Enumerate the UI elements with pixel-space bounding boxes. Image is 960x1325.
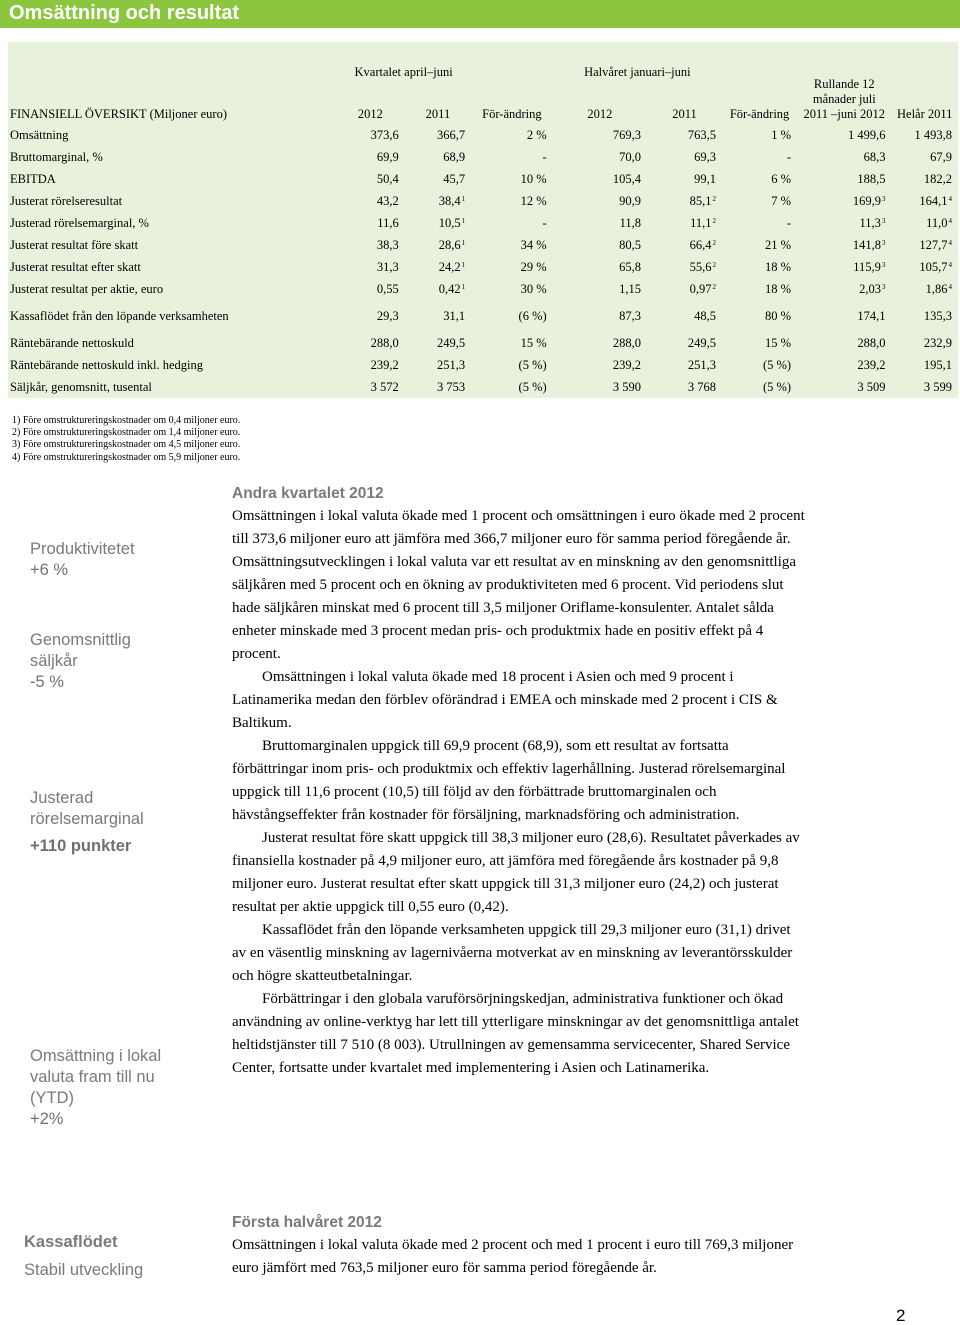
table-row <box>8 256 958 278</box>
table-cell <box>891 300 958 332</box>
cell-value: 11,3 <box>859 216 881 230</box>
cell-value: 11,0 <box>926 216 948 230</box>
table-cell <box>336 190 405 212</box>
cell-value: 0,97 <box>689 282 712 296</box>
table-row <box>8 376 958 398</box>
sales-value: +2% <box>30 1110 64 1128</box>
table-cell <box>722 168 797 190</box>
footnote-ref: 2 <box>712 195 717 203</box>
table-cell <box>405 146 471 168</box>
table-cell <box>891 168 958 190</box>
cell-value: 188,5 <box>857 172 886 186</box>
table-cell <box>722 234 797 256</box>
cell-value: 195,1 <box>923 358 952 372</box>
table-cell <box>553 124 647 146</box>
table-cell <box>405 376 471 398</box>
sidebar-cashflow-value: Stabil utveckling <box>24 1261 144 1279</box>
cell-value: 1,15 <box>619 282 641 296</box>
margin-value: +110 punkter <box>30 837 132 855</box>
table-cell <box>471 168 552 190</box>
cell-value: 141,8 <box>852 238 881 252</box>
q2-section <box>232 483 806 1080</box>
cell-value: 34 % <box>520 238 547 252</box>
cell-value: 249,5 <box>437 336 466 350</box>
cell-value: 1 493,8 <box>914 128 952 142</box>
table-cell <box>722 190 797 212</box>
cell-value: 135,3 <box>923 309 952 323</box>
table-cell <box>797 278 891 300</box>
cell-value: 288,0 <box>612 336 641 350</box>
footnote-ref: 4 <box>948 283 952 291</box>
header-quarter: Kvartalet april–juni <box>354 65 453 79</box>
cell-value: 3 599 <box>923 380 952 394</box>
footnote-ref: 3 <box>881 283 886 291</box>
h1-paragraph: Omsättningen i lokal valuta ökade med 2 procent och med 1 procent i euro till 769,3 miljoner euro jämfört med 763,5 miljoner euro för samma period föregående år. <box>232 1237 794 1276</box>
table-cell <box>471 124 552 146</box>
cell-value: 763,5 <box>687 128 717 142</box>
table-cell <box>405 256 471 278</box>
cell-value: - <box>786 216 792 230</box>
page-number: 2 <box>896 1306 906 1325</box>
header-halfyear-change: För-ändring <box>729 107 790 121</box>
table-cell <box>553 376 647 398</box>
table-cell <box>405 234 471 256</box>
table-cell <box>722 212 797 234</box>
footnote-ref: 4 <box>948 261 952 269</box>
table-cell <box>471 256 552 278</box>
cell-value: 3 509 <box>857 380 886 394</box>
row-label: Kassaflödet från den löpande verksamheten <box>10 309 229 323</box>
row-label: Justerat resultat per aktie, euro <box>10 282 164 296</box>
table-cell <box>336 300 405 332</box>
table-cell <box>647 234 722 256</box>
table-cell <box>553 300 647 332</box>
cell-value: 182,2 <box>923 172 952 186</box>
table-cell <box>553 146 647 168</box>
footnote: 1) Före omstruktureringskostnader om 0,4 miljoner euro. <box>12 415 241 426</box>
header-q-2011: 2011 <box>425 107 451 121</box>
cell-value: 67,9 <box>930 150 952 164</box>
footnote: 2) Före omstruktureringskostnader om 1,4 miljoner euro. <box>12 427 241 439</box>
cell-value: 18 % <box>765 260 792 274</box>
cell-value: 43,2 <box>376 194 399 208</box>
table-cell <box>471 376 552 398</box>
table-cell <box>722 256 797 278</box>
cell-value: 3 572 <box>370 380 399 394</box>
cell-value: 24,2 <box>438 260 461 274</box>
cell-value: 15 % <box>520 336 547 350</box>
cell-value: 239,2 <box>370 358 399 372</box>
h1-section <box>232 1212 806 1280</box>
q2-paragraph: Omsättningen i lokal valuta ökade med 18 procent i Asien och med 9 procent i Latinamerika medan den förblev oförändrad i EMEA och minskade med 2 procent i CIS & Baltikum. <box>232 669 778 731</box>
row-label: Räntebärande nettoskuld inkl. hedging <box>10 358 204 372</box>
table-cell <box>471 278 552 300</box>
table-cell <box>336 234 405 256</box>
table-cell <box>797 376 891 398</box>
table-cell <box>797 212 891 234</box>
table-cell <box>553 256 647 278</box>
cell-value: 11,6 <box>377 216 399 230</box>
table-cell <box>553 332 647 354</box>
table-cell <box>647 146 722 168</box>
cell-value: 12 % <box>520 194 547 208</box>
q2-paragraph: Omsättningen i lokal valuta ökade med 1 procent och omsättningen i euro ökade med 2 procent till 373,6 miljoner euro att jämföra med 366,7 miljoner euro för samma period föregående år. Omsättningsutvecklingen i lokal valuta var ett resultat av en minskning av den genomsnittliga säljkåren med 5 procent och en ökning av produktiviteten med 6 procent. Vid periodens slut hade säljkåren minskat med 6 procent till 3,5 miljoner Oriflame-konsulenter. Antalet sålda enheter minskade med 3 procent medan pris- och produktmix hade en positiv effekt på 4 procent. <box>232 508 805 662</box>
footnote-ref: 2 <box>712 261 717 269</box>
table-cell <box>405 354 471 376</box>
cell-value: 249,5 <box>687 336 717 350</box>
table-row <box>8 146 958 168</box>
table-cell <box>891 146 958 168</box>
table-cell <box>722 376 797 398</box>
footnote-ref: 3 <box>881 261 886 269</box>
cell-value: 239,2 <box>612 358 641 372</box>
cell-value: 10 % <box>520 172 547 186</box>
table-cell <box>797 234 891 256</box>
footnote-ref: 3 <box>881 217 886 225</box>
row-label: EBITDA <box>10 172 56 186</box>
salesforce-label: Genomsnittlig säljkår <box>30 631 131 670</box>
footnote-ref: 2 <box>712 283 717 291</box>
footnote-ref: 1 <box>461 239 466 247</box>
table-row <box>8 168 958 190</box>
cell-value: 127,7 <box>919 238 948 252</box>
cell-value: 38,3 <box>376 238 399 252</box>
table-cell <box>405 212 471 234</box>
cell-value: 80 % <box>765 309 792 323</box>
table-cell <box>797 300 891 332</box>
header-quarter-change: För-ändring <box>482 107 542 121</box>
footnote-ref: 1 <box>461 261 466 269</box>
table-cell <box>647 212 722 234</box>
table-cell <box>405 124 471 146</box>
table-cell <box>553 278 647 300</box>
row-label: Justerat resultat före skatt <box>10 238 139 252</box>
cell-value: 1 499,6 <box>847 128 886 142</box>
table-cell <box>722 354 797 376</box>
cell-value: 38,4 <box>438 194 461 208</box>
table-cell <box>647 168 722 190</box>
table-cell <box>336 278 405 300</box>
table-cell <box>797 190 891 212</box>
table-cell <box>336 168 405 190</box>
cell-value: 0,55 <box>376 282 399 296</box>
footnote-ref: 2 <box>712 217 717 225</box>
table-cell <box>722 278 797 300</box>
cell-value: (5 %) <box>762 380 792 394</box>
footnote-ref: 4 <box>948 195 952 203</box>
cell-value: 85,1 <box>689 194 712 208</box>
cell-value: 68,9 <box>443 150 466 164</box>
table-cell <box>405 332 471 354</box>
table-cell <box>891 124 958 146</box>
table-cell <box>336 376 405 398</box>
row-label: Bruttomarginal, % <box>10 150 103 164</box>
cell-value: 68,3 <box>863 150 886 164</box>
cell-value: 239,2 <box>857 358 886 372</box>
table-cell <box>553 234 647 256</box>
cell-value: 50,4 <box>376 172 399 186</box>
productivity-value: +6 % <box>30 561 69 579</box>
table-cell <box>797 256 891 278</box>
table-cell <box>336 354 405 376</box>
table-cell <box>891 190 958 212</box>
table-cell <box>405 168 471 190</box>
table-cell <box>647 124 722 146</box>
table-cell <box>336 124 405 146</box>
footnotes <box>12 415 240 464</box>
cell-value: 0,42 <box>438 282 461 296</box>
table-row <box>8 190 958 212</box>
header-q-2012: 2012 <box>357 107 383 121</box>
table-cell <box>405 278 471 300</box>
footnote-ref: 4 <box>948 239 952 247</box>
cell-value: 174,1 <box>857 309 886 323</box>
table-cell <box>553 190 647 212</box>
q2-paragraph: Kassaflödet från den löpande verksamheten uppgick till 29,3 miljoner euro (31,1) drivet av en väsentlig minskning av lagernivåerna motverkat av en minskning av leverantörsskulder och högre skatteutbetalningar. <box>232 922 793 984</box>
footnote-ref: 1 <box>461 217 466 225</box>
cell-value: - <box>786 150 792 164</box>
cell-value: 30 % <box>520 282 547 296</box>
row-label: Säljkår, genomsnitt, tusental <box>10 380 152 394</box>
cell-value: 288,0 <box>370 336 399 350</box>
cell-value: 251,3 <box>687 358 717 372</box>
cell-value: 28,6 <box>438 238 461 252</box>
row-label: Justerad rörelsemarginal, % <box>10 216 149 230</box>
cell-value: 251,3 <box>437 358 466 372</box>
table-cell <box>797 124 891 146</box>
q2-paragraph: Förbättringar i den globala varuförsörjningskedjan, administrativa funktioner och ökad användning av online-verktyg har lett till ytterligare minskningar av det genomsnittliga antalet heltidstjänster till 7 510 (8 003). Utrullningen av gemensamma servicecenter, Shared Service Center, fortsatte under kvartalet med implementering i Asien och Latinamerika. <box>232 991 799 1076</box>
financial-overview-table <box>8 42 958 398</box>
cell-value: 169,9 <box>852 194 881 208</box>
table-cell <box>647 354 722 376</box>
cell-value: 15 % <box>765 336 792 350</box>
table-cell <box>891 256 958 278</box>
footnote: 3) Före omstruktureringskostnader om 4,5 miljoner euro. <box>12 439 241 451</box>
table-cell <box>722 146 797 168</box>
row-label: Räntebärande nettoskuld <box>10 336 134 350</box>
cell-value: - <box>542 150 547 164</box>
table-cell <box>471 354 552 376</box>
cell-value: (5 %) <box>762 358 792 372</box>
cell-value: 69,9 <box>376 150 399 164</box>
cell-value: 48,5 <box>694 309 717 323</box>
table-cell <box>891 278 958 300</box>
table-cell <box>553 354 647 376</box>
table-cell <box>647 190 722 212</box>
productivity-label: Produktivitetet <box>30 540 135 558</box>
cell-value: 55,6 <box>689 260 712 274</box>
table-cell <box>797 354 891 376</box>
table-header-label: FINANSIELL ÖVERSIKT (Miljoner euro) <box>10 107 227 121</box>
table-cell <box>471 300 552 332</box>
cell-value: 29,3 <box>376 309 399 323</box>
table-row <box>8 212 958 234</box>
title-bar <box>0 0 960 28</box>
table-cell <box>797 332 891 354</box>
cell-value: 115,9 <box>853 260 881 274</box>
cell-value: 90,9 <box>619 194 641 208</box>
cell-value: 10,5 <box>438 216 461 230</box>
cell-value: 3 753 <box>437 380 466 394</box>
sidebar-cashflow-label: Kassaflödet <box>24 1233 118 1251</box>
cell-value: 69,3 <box>694 150 717 164</box>
row-label: Omsättning <box>10 128 69 142</box>
table-cell <box>647 332 722 354</box>
q2-paragraph: Justerat resultat före skatt uppgick till 38,3 miljoner euro (28,6). Resultatet påverkades av finansiella kostnader på 4,9 miljoner euro, att jämföra med föregående års kostnader på 9,8 miljoner euro. Justerat resultat efter skatt uppgick till 31,3 miljoner euro (24,2) och justerat resultat per aktie uppgick till 0,55 euro (0,42). <box>232 830 800 915</box>
table-cell <box>336 146 405 168</box>
table-row <box>8 124 958 146</box>
table-cell <box>797 146 891 168</box>
table-cell <box>722 300 797 332</box>
footnote-ref: 1 <box>461 283 466 291</box>
sidebar-sales <box>30 1046 170 1130</box>
table-cell <box>336 256 405 278</box>
table-cell <box>647 278 722 300</box>
table-cell <box>891 234 958 256</box>
sales-label: Omsättning i lokal valuta fram till nu (YTD) <box>30 1047 162 1107</box>
table-cell <box>336 332 405 354</box>
cell-value: 3 768 <box>687 380 717 394</box>
table-cell <box>891 332 958 354</box>
table-cell <box>336 212 405 234</box>
table-row <box>8 300 958 332</box>
margin-label: Justerad rörelsemarginal <box>30 789 144 828</box>
cell-value: 87,3 <box>619 309 641 323</box>
table-cell <box>647 376 722 398</box>
cell-value: 45,7 <box>443 172 466 186</box>
cell-value: 21 % <box>765 238 792 252</box>
cell-value: 66,4 <box>689 238 712 252</box>
cell-value: 1 % <box>771 128 792 142</box>
table-cell <box>647 256 722 278</box>
table-cell <box>405 300 471 332</box>
footnote-ref: 4 <box>948 217 952 225</box>
cell-value: 2 % <box>526 128 547 142</box>
table-cell <box>797 168 891 190</box>
header-h-2011: 2011 <box>672 107 697 121</box>
cell-value: - <box>542 216 547 230</box>
cell-value: 2,03 <box>859 282 881 296</box>
table-cell <box>891 212 958 234</box>
table-cell <box>647 300 722 332</box>
cell-value: 6 % <box>771 172 792 186</box>
cell-value: 99,1 <box>694 172 717 186</box>
row-label: Justerat resultat efter skatt <box>10 260 141 274</box>
table-cell <box>722 124 797 146</box>
table-cell <box>471 212 552 234</box>
table-row <box>8 354 958 376</box>
cell-value: 164,1 <box>919 194 948 208</box>
footnote-ref: 3 <box>881 195 886 203</box>
table-cell <box>891 354 958 376</box>
table-cell <box>722 332 797 354</box>
footnote: 4) Före omstruktureringskostnader om 5,9 miljoner euro. <box>12 451 241 463</box>
header-halfyear: Halvåret januari–juni <box>584 65 691 79</box>
page-title: Omsättning och resultat <box>9 2 240 24</box>
row-label: Justerat rörelseresultat <box>10 194 123 208</box>
cell-value: 11,1 <box>690 216 712 230</box>
cell-value: 232,9 <box>923 336 952 350</box>
cell-value: 31,1 <box>443 309 466 323</box>
table-cell <box>471 190 552 212</box>
cell-value: 7 % <box>771 194 792 208</box>
table-row <box>8 278 958 300</box>
cell-value: 366,7 <box>437 128 466 142</box>
cell-value: (6 %) <box>518 309 547 323</box>
table-cell <box>553 168 647 190</box>
cell-value: 70,0 <box>619 150 641 164</box>
q2-paragraph: Bruttomarginalen uppgick till 69,9 procent (68,9), som ett resultat av fortsatta förbättringar inom pris- och produktmix och effektiv lagerhållning. Justerad rörelsemarginal uppgick till 11,6 procent (10,5) till följd av den förbättrade bruttomarginalen och hävstångseffekter från kostnader för försäljning, marknadsföring och administration. <box>232 738 786 823</box>
cell-value: 80,5 <box>619 238 641 252</box>
cell-value: 769,3 <box>612 128 641 142</box>
cell-value: 1,86 <box>925 282 948 296</box>
sidebar-margin <box>30 788 180 857</box>
footnote-ref: 2 <box>712 239 717 247</box>
cell-value: (5 %) <box>518 358 547 372</box>
table-cell <box>471 146 552 168</box>
cell-value: 288,0 <box>857 336 886 350</box>
table-cell <box>471 234 552 256</box>
table-cell <box>471 332 552 354</box>
cell-value: 3 590 <box>612 380 641 394</box>
cell-value: 11,8 <box>619 216 641 230</box>
h1-heading: Första halvåret 2012 <box>232 1214 382 1231</box>
footnote-ref: 3 <box>881 239 886 247</box>
cell-value: 105,4 <box>612 172 641 186</box>
cell-value: 18 % <box>765 282 792 296</box>
table-cell <box>891 376 958 398</box>
cell-value: 65,8 <box>619 260 641 274</box>
table-row <box>8 332 958 354</box>
sidebar-salesforce <box>30 630 160 693</box>
table-cell <box>553 212 647 234</box>
cell-value: 31,3 <box>376 260 399 274</box>
footnote-ref: 1 <box>461 195 466 203</box>
q2-heading: Andra kvartalet 2012 <box>232 485 384 502</box>
cell-value: 105,7 <box>919 260 948 274</box>
header-fullyear: Helår 2011 <box>897 107 953 121</box>
cell-value: 29 % <box>520 260 547 274</box>
table-cell <box>405 190 471 212</box>
cell-value: (5 %) <box>518 380 547 394</box>
table-row <box>8 234 958 256</box>
header-h-2012: 2012 <box>587 107 613 121</box>
salesforce-value: -5 % <box>30 673 64 691</box>
sidebar-productivity <box>30 539 160 581</box>
cell-value: 373,6 <box>370 128 399 142</box>
header-rolling: Rullande 12 månader juli 2011 –juni 2012 <box>803 77 885 121</box>
